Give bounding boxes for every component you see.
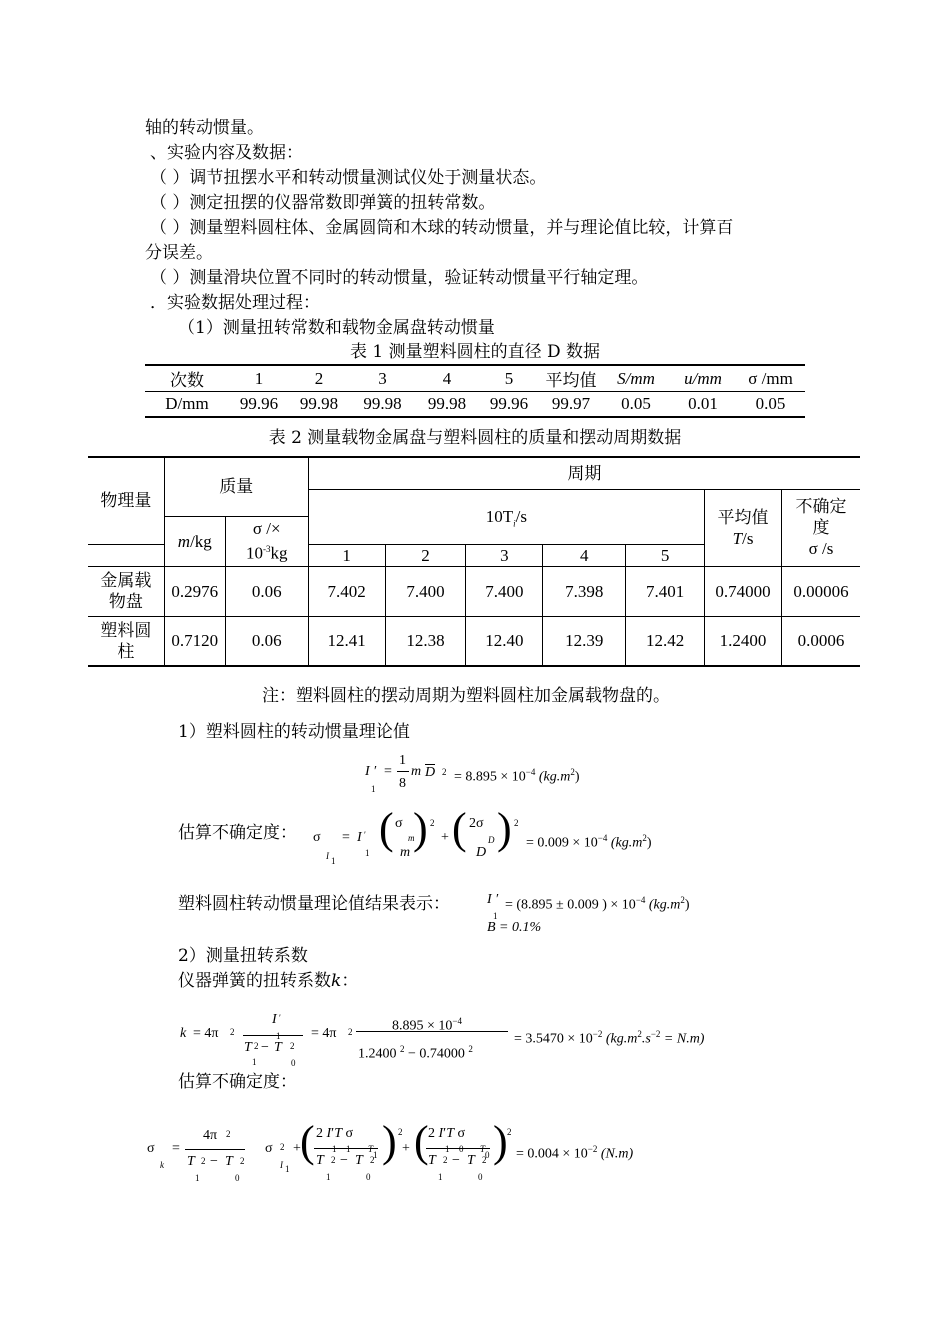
table-cell: 3 bbox=[349, 365, 416, 392]
table-cell: 0.01 bbox=[670, 392, 736, 418]
table-cell: 4 bbox=[416, 365, 478, 392]
table-cell: 7.402 bbox=[308, 566, 385, 616]
table-cell: 12.40 bbox=[466, 616, 543, 666]
table-header-cell: 周期 bbox=[308, 457, 860, 489]
table-cell: 塑料圆 柱 bbox=[88, 616, 164, 666]
table-cell: 7.398 bbox=[543, 566, 626, 616]
table1 bbox=[145, 364, 805, 418]
table-cell: 0.0006 bbox=[782, 616, 861, 666]
table-cell: 7.400 bbox=[385, 566, 466, 616]
paragraph: 仪器弹簧的扭转系数k： bbox=[178, 971, 359, 991]
table-cell: 7.400 bbox=[466, 566, 543, 616]
table2 bbox=[88, 456, 860, 667]
table-header-cell: σ /× $10^{-3}kg$ bbox=[225, 516, 308, 566]
table-cell: 99.96 bbox=[229, 392, 289, 418]
table-cell: 7.401 bbox=[626, 566, 705, 616]
list-item: （ ）测量滑块位置不同时的转动惯量，验证转动惯量平行轴定理。 bbox=[150, 268, 649, 288]
table-cell: 99.97 bbox=[540, 392, 602, 418]
table-header-cell: 1 bbox=[308, 544, 385, 566]
table-cell: 金属载 物盘 bbox=[88, 566, 164, 616]
list-item-continuation: 分误差。 bbox=[145, 243, 213, 263]
table-cell: 1.2400 bbox=[705, 616, 782, 666]
table-header-cell: 平均值 T/s bbox=[705, 489, 782, 566]
table-header-cell: $10T_i/s$ bbox=[308, 489, 704, 544]
table-row bbox=[88, 566, 860, 616]
table-header-cell: 质量 bbox=[164, 457, 308, 516]
table-header-row bbox=[145, 365, 805, 392]
table-cell: S/mm bbox=[602, 365, 670, 392]
table-cell: 0.05 bbox=[736, 392, 805, 418]
result-label: 塑料圆柱转动惯量理论值结果表示： bbox=[178, 894, 450, 914]
table-row bbox=[88, 616, 860, 666]
list-item: （ ）测定扭摆的仪器常数即弹簧的扭转常数。 bbox=[150, 193, 496, 213]
table-row bbox=[145, 392, 805, 418]
table-header-cell: 不确定 度 σ /s bbox=[782, 489, 861, 566]
table-header-cell: 2 bbox=[385, 544, 466, 566]
table-cell: 平均值 bbox=[540, 365, 602, 392]
table-cell: σ /mm bbox=[736, 365, 805, 392]
table-header-cell: m/kg bbox=[164, 516, 225, 566]
table-cell: 99.96 bbox=[478, 392, 540, 418]
table-cell: 99.98 bbox=[416, 392, 478, 418]
subsection-heading: 2）测量扭转系数 bbox=[178, 946, 308, 966]
uncertainty-label: 估算不确定度： bbox=[178, 1072, 297, 1092]
table-cell: 0.05 bbox=[602, 392, 670, 418]
list-item: （ ）测量塑料圆柱体、金属圆筒和木球的转动惯量，并与理论值比较，计算百 bbox=[150, 218, 734, 238]
table-cell: 0.06 bbox=[225, 566, 308, 616]
table-header-cell: 3 bbox=[466, 544, 543, 566]
section-heading: 、实验内容及数据： bbox=[150, 143, 303, 163]
table-header-cell: 4 bbox=[543, 544, 626, 566]
subsection-heading: 1）塑料圆柱的转动惯量理论值 bbox=[178, 722, 410, 742]
subsection-heading: （1）测量扭转常数和载物金属盘转动惯量 bbox=[178, 318, 495, 338]
table-cell: 1 bbox=[229, 365, 289, 392]
table-note: 注：塑料圆柱的摆动周期为塑料圆柱加金属载物盘的。 bbox=[262, 686, 670, 706]
table-cell: 0.2976 bbox=[164, 566, 225, 616]
table2-caption: 表 2 测量载物金属盘与塑料圆柱的质量和摆动周期数据 bbox=[268, 428, 682, 448]
table-header-cell: 物理量 bbox=[88, 457, 164, 544]
table-cell: 99.98 bbox=[289, 392, 349, 418]
section-heading: ．实验数据处理过程： bbox=[150, 293, 320, 313]
paragraph: 轴的转动惯量。 bbox=[145, 118, 264, 138]
table-cell: D/mm bbox=[145, 392, 229, 418]
table1-caption: 表 1 测量塑料圆柱的直径 D 数据 bbox=[349, 342, 601, 362]
table-cell: 12.39 bbox=[543, 616, 626, 666]
table-cell: 0.74000 bbox=[705, 566, 782, 616]
table-cell: 2 bbox=[289, 365, 349, 392]
table-cell: 0.00006 bbox=[782, 566, 861, 616]
table-header-cell bbox=[88, 544, 164, 566]
table-cell: 0.06 bbox=[225, 616, 308, 666]
uncertainty-label: 估算不确定度： bbox=[178, 823, 297, 843]
table-cell: 12.42 bbox=[626, 616, 705, 666]
table-cell: 5 bbox=[478, 365, 540, 392]
table-cell: 12.41 bbox=[308, 616, 385, 666]
table-cell: 0.7120 bbox=[164, 616, 225, 666]
table-cell: 次数 bbox=[145, 365, 229, 392]
table-cell: 12.38 bbox=[385, 616, 466, 666]
table-cell: 99.98 bbox=[349, 392, 416, 418]
list-item: （ ）调节扭摆水平和转动惯量测试仪处于测量状态。 bbox=[150, 168, 547, 188]
table-header-cell: 5 bbox=[626, 544, 705, 566]
table-cell: u/mm bbox=[670, 365, 736, 392]
